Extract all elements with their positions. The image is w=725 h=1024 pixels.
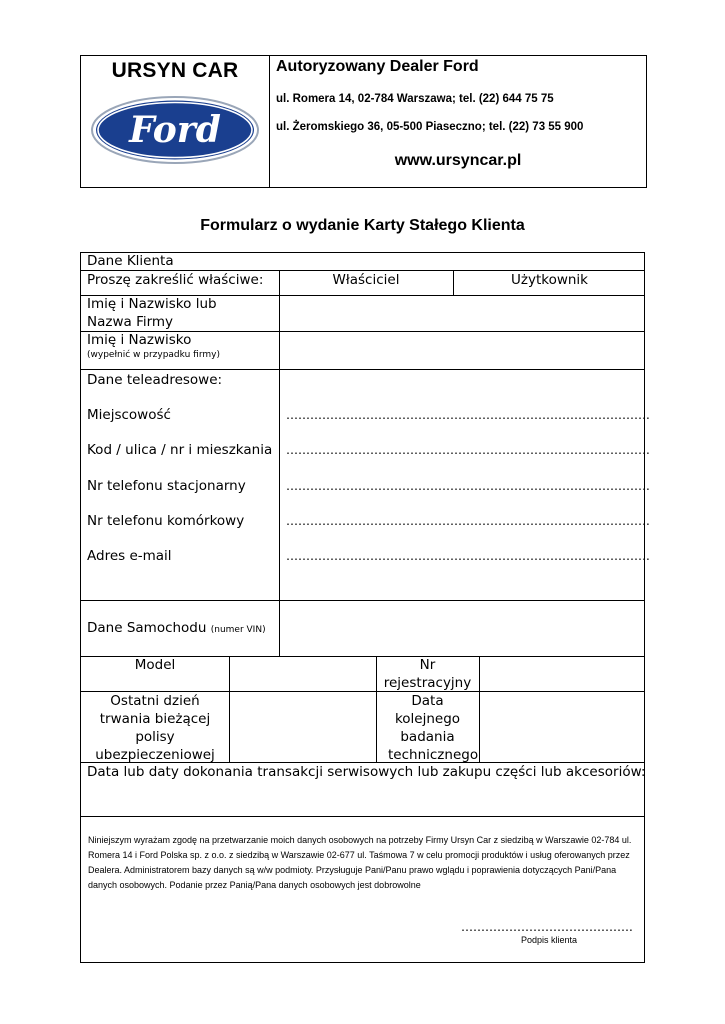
transactions-label: Data lub daty dokonania transakcji serwisowych lub zakupu części lub akcesoriów: <box>87 764 646 780</box>
phone-field[interactable]: ………………………………………………………………………………. <box>286 479 650 493</box>
option-owner[interactable]: Właściciel <box>332 272 400 288</box>
street-field[interactable]: ………………………………………………………………………………. <box>286 443 650 457</box>
person-field[interactable] <box>280 332 645 369</box>
inspection-label: Data kolejnego badania technicznego <box>388 693 479 763</box>
address-warsaw: ul. Romera 14, 02-784 Warszawa; tel. (22) 644 75 75 <box>276 93 554 105</box>
logo-text: Ford <box>129 109 221 151</box>
city-label: Miejscowość <box>87 407 171 423</box>
email-field[interactable]: ………………………………………………………………………………. <box>286 549 650 563</box>
city-field[interactable]: ………………………………………………………………………………. <box>286 408 650 422</box>
address-piaseczno: ul. Żeromskiego 36, 05-500 Piaseczno; tel. (22) 73 55 900 <box>276 121 584 133</box>
reg-field[interactable] <box>480 657 645 691</box>
street-label: Kod / ulica / nr i mieszkania <box>87 442 273 458</box>
client-card-form <box>80 252 650 963</box>
contact-header: Dane teleadresowe: <box>87 372 223 388</box>
reg-label: Nr rejestracyjny <box>383 657 472 691</box>
name-label-line1: Imię i Nazwisko lub <box>87 296 217 312</box>
model-label: Model <box>134 657 176 673</box>
car-label <box>87 620 266 636</box>
consent-text: Niniejszym wyrażam zgodę na przetwarzanie moich danych osobowych na potrzeby Firmy Ursyn Car z siedzibą w Warszawie 02-784 ul. Romera 14 i Ford Polska sp. z o.o. z siedzibą w Warszawie 02-677 ul. Taśmowa 7 w celu promocji produktów i usług oferowanych przez Dealera. Administratorem bazy danych są w/w podmioty. Przysługuje Pani/Panu prawo wglądu i poprawienia dotyczących Pani/Pana danych osobowych. Podanie przez Panią/Pana danych osobowych jest dobrowolne <box>88 835 632 890</box>
policy-label: Ostatni dzień trwania bieżącej polisy ubezpieczeniowej <box>95 693 215 763</box>
dealer-header <box>80 55 647 188</box>
signature-label: Podpis klienta <box>521 935 578 945</box>
name-label-line2: Nazwa Firmy <box>87 314 174 330</box>
email-label: Adres e-mail <box>87 548 172 564</box>
section-client-label: Dane Klienta <box>87 253 174 269</box>
phone-label: Nr telefonu stacjonarny <box>87 478 246 494</box>
mobile-field[interactable]: ………………………………………………………………………………. <box>286 514 650 528</box>
policy-field[interactable] <box>230 692 376 762</box>
vin-field[interactable] <box>280 601 645 656</box>
mobile-label: Nr telefonu komórkowy <box>87 513 245 529</box>
car-note: (numer VIN) <box>210 625 266 635</box>
dealer-info <box>270 56 646 187</box>
name-field[interactable] <box>280 296 645 331</box>
signature-field[interactable]: ……………………………………. <box>461 920 633 934</box>
model-field[interactable] <box>230 657 376 691</box>
dealer-title: Autoryzowany Dealer Ford <box>276 58 479 75</box>
person-label: Imię i Nazwisko <box>87 332 192 348</box>
person-note: (wypełnić w przypadku firmy) <box>87 350 220 360</box>
website-link[interactable]: www.ursyncar.pl <box>394 152 522 169</box>
form-title: Formularz o wydanie Karty Stałego Klienta <box>200 217 525 234</box>
ford-logo <box>90 95 260 165</box>
car-label-text: Dane Samochodu <box>87 620 207 636</box>
brand-block <box>81 56 270 187</box>
transactions-field[interactable] <box>81 783 645 816</box>
option-user[interactable]: Użytkownik <box>510 272 588 288</box>
inspection-field[interactable] <box>480 692 645 762</box>
brand-name: URSYN CAR <box>111 59 239 82</box>
choose-label: Proszę zakreślić właściwe: <box>87 272 264 288</box>
